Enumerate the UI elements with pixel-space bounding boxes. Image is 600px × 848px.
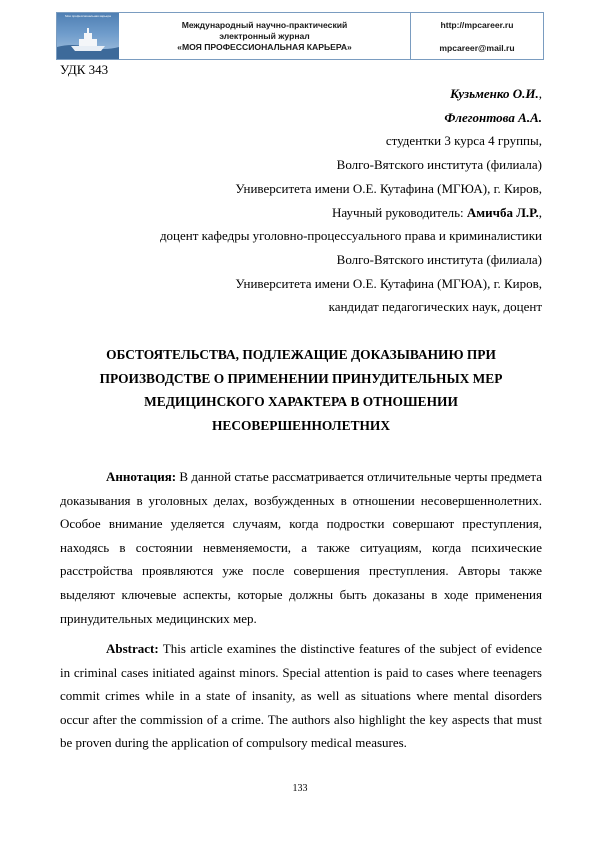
annotation-label: Аннотация: <box>106 469 177 484</box>
page-number: 133 <box>292 783 308 794</box>
supervisor-institute: Волго-Вятского института (филиала) <box>336 251 542 267</box>
logo-text: Моя профессиональная карьера <box>65 14 111 18</box>
journal-name <box>119 13 411 59</box>
author-status: студентки 3 курса 4 группы, <box>385 133 542 149</box>
annotation-text: В данной статье рассматривается отличительные черты предмета доказывания в уголовных делах, возбужденных в отношении несовершеннолетних. Особое внимание уделяется случаям, когда подростки совершают преступления, находясь в состоянии невменяемости, а также ситуациям, когда психические расстройства проявляются уже после совершения преступления. Авторы также выделяют ключевые аспекты, которые должны быть доказаны в ходе применения принудительных медицинских мер. <box>60 469 542 626</box>
email-link[interactable]: mpcareer@mail.ru <box>439 42 515 53</box>
udk-code: УДК 343 <box>60 62 109 77</box>
title-line: МЕДИЦИНСКОГО ХАРАКТЕРА В ОТНОШЕНИИ <box>144 394 458 410</box>
journal-contacts <box>411 13 543 59</box>
author-1-suffix: , <box>538 86 542 101</box>
abstract-text: This article examines the distinctive features of the subject of evidence in criminal cases initiated against minors. Special attention is paid to cases where teenagers commit crimes while in a state of insanity, as well as situations where mental disorders occur after the commission of a crime. The authors also highlight the key aspects that must be proven during the application of compulsory medical measures. <box>60 641 542 751</box>
journal-line-3: «МОЯ ПРОФЕССИОНАЛЬНАЯ КАРЬЕРА» <box>177 41 352 52</box>
journal-line-1: Международный научно-практический <box>181 19 348 30</box>
supervisor-position: доцент кафедры уголовно-процессуального права и криминалистики <box>159 228 542 244</box>
author-2-name: Флегонтова А.А. <box>444 109 542 125</box>
journal-line-2: электронный журнал <box>219 30 310 41</box>
supervisor-suffix: , <box>538 204 542 220</box>
annotation-paragraph <box>60 465 542 630</box>
supervisor <box>160 201 542 225</box>
supervisor-degree: кандидат педагогических наук, доцент <box>328 299 542 315</box>
title-line: ПРОИЗВОДСТВЕ О ПРИМЕНЕНИИ ПРИНУДИТЕЛЬНЫХ МЕР <box>99 370 503 386</box>
abstract-label: Abstract: <box>106 641 159 656</box>
site-link[interactable]: http://mpcareer.ru <box>440 19 514 30</box>
author-affiliation <box>160 82 542 319</box>
author-university: Университета имени О.Е. Кутафина (МГЮА), г. Киров, <box>235 180 542 196</box>
author-1-name: Кузьменко О.И. <box>450 86 539 101</box>
title-line: ОБСТОЯТЕЛЬСТВА, ПОДЛЕЖАЩИЕ ДОКАЗЫВАНИЮ ПРИ <box>106 347 496 362</box>
article-title <box>60 343 542 438</box>
supervisor-university: Университета имени О.Е. Кутафина (МГЮА), г. Киров, <box>235 275 542 291</box>
author-1 <box>160 82 542 106</box>
journal-logo <box>57 13 119 59</box>
journal-header <box>56 12 544 60</box>
supervisor-label: Научный руководитель: <box>332 204 467 220</box>
author-institute: Волго-Вятского института (филиала) <box>336 157 542 173</box>
ship-icon <box>57 13 119 59</box>
title-line: НЕСОВЕРШЕННОЛЕТНИХ <box>211 418 391 434</box>
supervisor-name: Амичба Л.Р. <box>466 204 539 220</box>
abstract-paragraph <box>60 637 542 755</box>
